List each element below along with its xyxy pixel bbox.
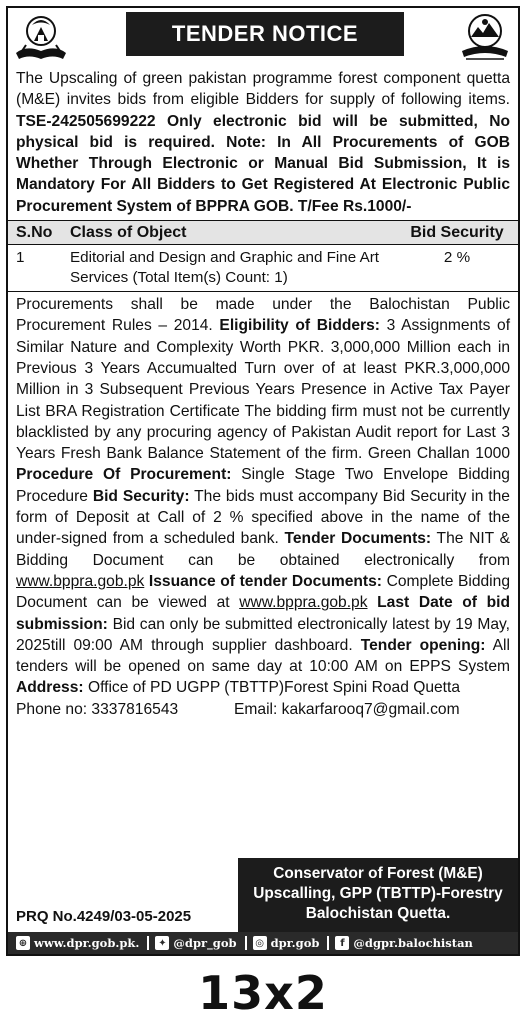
ad-size-label: 13x2 [198, 966, 328, 1020]
intro-bold-text: TSE-242505699222 Only electronic bid will be submitted, No physical bid is required. Note: In All Procurements of GOB Whether Through Electronic or Manual Bid Submission, It is Mandatory For All Bidders to Get Registered At Electronic Public Procurement System of BPPRA GOB. T/Fee Rs.1000/- [16, 112, 510, 215]
address-text: Office of PD UGPP (TBTTP)Forest Spini Road Quetta [87, 679, 461, 697]
table-header [8, 221, 518, 245]
procedure-heading: Procedure Of Procurement: [16, 466, 232, 484]
signatory-line-3: Balochistan Quetta. [305, 905, 451, 922]
social-twitter[interactable] [147, 936, 236, 950]
prq-number: PRQ No.4249/03-05-2025 [16, 908, 192, 925]
forest-department-logo [456, 11, 514, 63]
phone-number: Phone no: 3337816543 [16, 700, 179, 718]
social-bar [8, 932, 518, 954]
row-class-of-object: Editorial and Design and Graphic and Fine Art Services (Total Item(s) Count: 1) [70, 249, 379, 287]
notice-header [8, 8, 518, 66]
last-date-heading: Last Date of bid submission: [16, 594, 510, 633]
address-heading: Address: [16, 679, 84, 697]
intro-text: The Upscaling of green pakistan programme forest component quetta (M&E) invites bids from eligible Bidders for supply of following items. [16, 70, 510, 109]
divider [147, 936, 149, 950]
footer-area [8, 858, 518, 932]
procurement-rules-text: Procurements shall be made under the Balochistan Public Procurement Rules – 2014. [16, 296, 510, 335]
website-label: www.dpr.gob.pk. [34, 936, 140, 950]
eligibility-heading: Eligibility of Bidders: [219, 317, 380, 335]
email-address: Email: kakarfarooq7@gmail.com [234, 700, 460, 718]
header-bid-security: Bid Security [410, 223, 504, 241]
tender-documents-heading: Tender Documents: [284, 530, 432, 548]
signatory-line-1: Conservator of Forest (M&E) [273, 865, 483, 882]
twitter-label: @dpr_gob [173, 936, 237, 950]
header-sno: S.No [16, 223, 53, 241]
row-bid-security: 2 % [443, 249, 471, 267]
balochistan-crest-logo [12, 11, 70, 63]
instagram-label: dpr.gob [270, 936, 320, 950]
procedure-text: Single Stage Two Envelope Bidding Procedure [16, 466, 510, 505]
contact-row [8, 699, 518, 721]
bppra-link-1[interactable]: www.bppra.gob.pk [16, 572, 145, 590]
tender-notice [6, 6, 520, 956]
facebook-label: @dgpr.balochistan [353, 936, 473, 950]
divider [327, 936, 329, 950]
social-facebook[interactable] [327, 936, 473, 950]
social-instagram[interactable] [245, 936, 320, 950]
issuance-text: Complete Bidding Document can be viewed at [16, 572, 510, 612]
twitter-icon: ✦ [155, 936, 169, 950]
intro-paragraph [8, 68, 518, 217]
body-paragraph [8, 294, 518, 699]
instagram-icon: ◎ [253, 936, 267, 950]
signatory-line-2: Upscalling, GPP (TBTTP)-Forestry [253, 885, 503, 902]
tender-opening-text: All tenders will be opened on same day at 10:00 AM on EPPS System [16, 636, 510, 676]
bid-security-heading: Bid Security: [92, 487, 190, 505]
bid-security-text: The bids must accompany Bid Security in the form of Deposit at Call of 2 % specified above in the name of the under-signed from a scheduled bank. [16, 487, 510, 548]
items-table [8, 220, 518, 292]
globe-icon: ⊕ [16, 936, 30, 950]
tender-opening-heading: Tender opening: [360, 636, 486, 654]
issuance-heading: Issuance of tender Documents: [148, 572, 382, 590]
social-website[interactable] [16, 936, 139, 950]
last-date-text: Bid can only be submitted electronically latest by 19 May, 2025till 09:00 AM through supplier dashboard. [16, 615, 510, 654]
header-class-of-object: Class of Object [70, 223, 187, 241]
eligibility-text: 3 Assignments of Similar Nature and Complexity Worth PKR. 3,000,000 Million each in Previous 3 Years Accumualted Turn over of at least PKR.3,000,000 Million in 3 Subsequent Previous Years Presence in Active Tax Payer List BRA Registration Certificate The bidding firm must not be currently blacklisted by any procuring agency of Pakistan Audit report for Last 3 Years Fresh Bank Balance Statement of the firm. Green Challan 1000 [16, 317, 511, 463]
facebook-icon: f [335, 936, 349, 950]
row-sno: 1 [16, 249, 25, 267]
notice-title: TENDER NOTICE [126, 12, 404, 56]
signatory-box [238, 858, 518, 932]
table-row [8, 245, 518, 292]
tender-documents-text: The NIT & Bidding Document can be obtained electronically from [16, 530, 511, 569]
bppra-link-2[interactable]: www.bppra.gob.pk [239, 594, 368, 612]
divider [245, 936, 247, 950]
